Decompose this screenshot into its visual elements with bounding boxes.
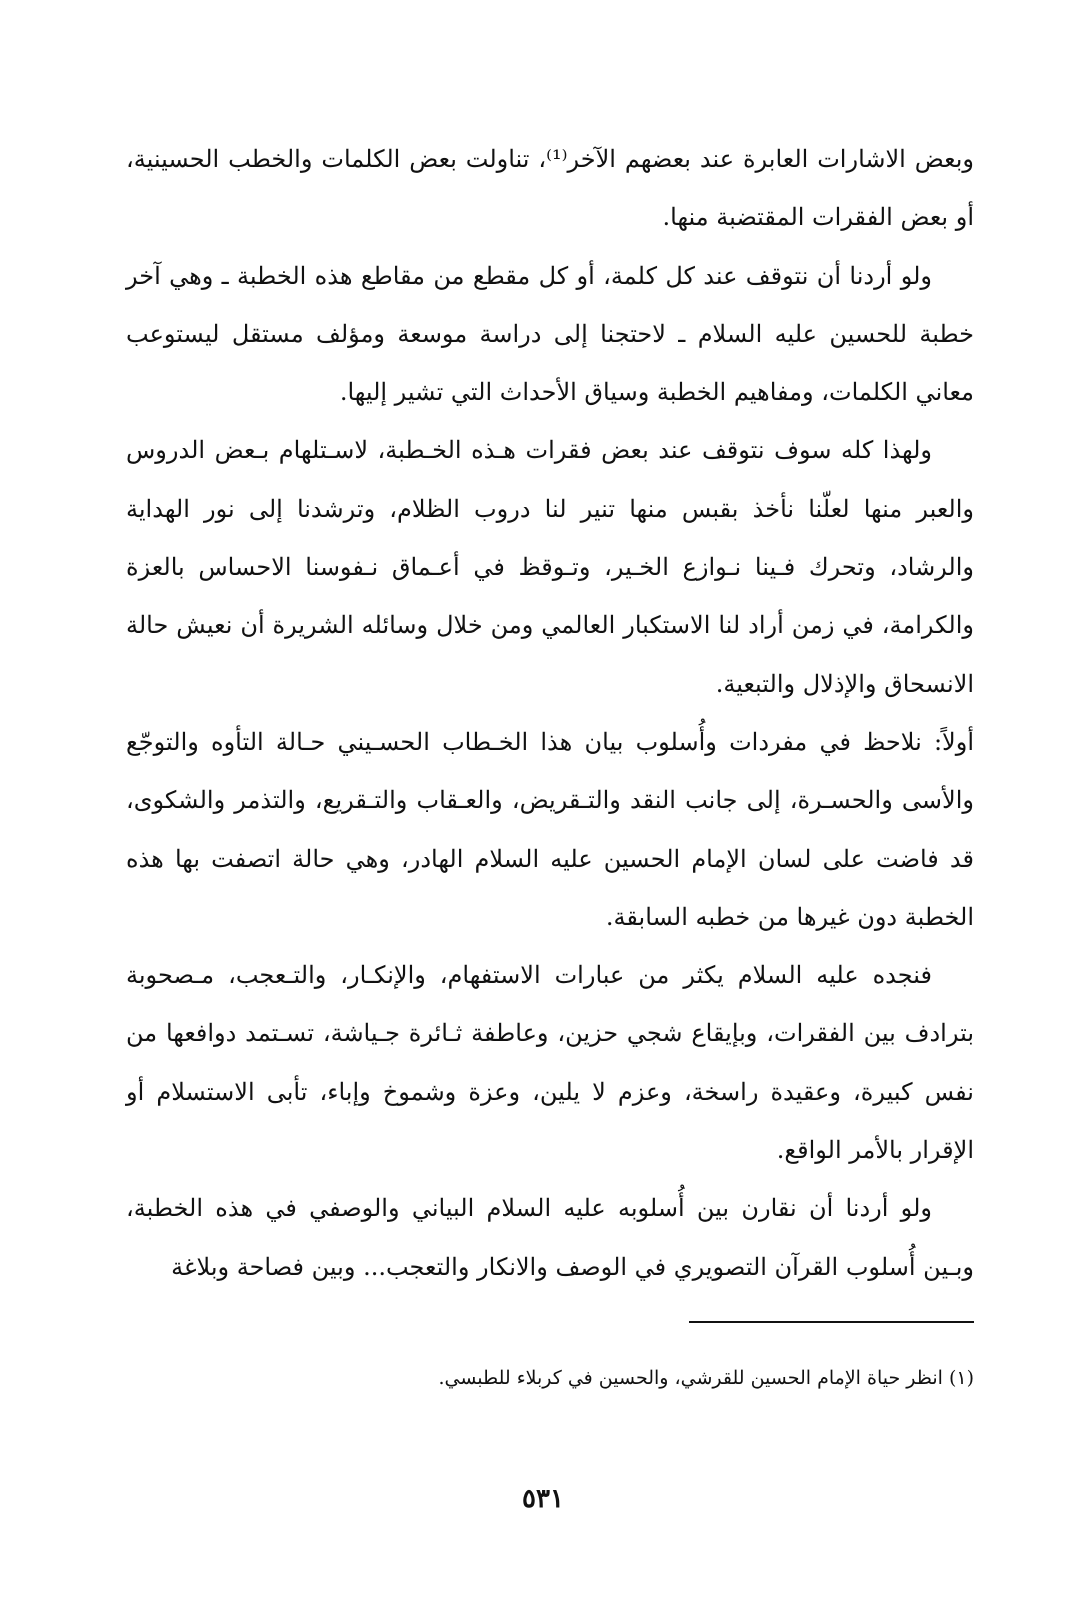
paragraph-3: ولهذا كله سوف نتوقف عند بعض فقرات هـذه الخـطبة، لاسـتلهام بـعض الدروس والعبر منها لعلّنا نأخذ بقبس منها تنير لنا دروب الظلام، وترشدنا إلى نور الهداية والرشاد، وتحرك فـينا نـوازع الخـير، وتـوقظ في أعـماق نـفوسنا الاحساس بالعزة والكرامة، في زمن أراد لنا الاستكبار العالمي ومن خلال وسائله الشريرة أن نعيش حالة الانسحاق والإذلال والتبعية.	[126, 436, 974, 698]
paragraph-6: ولو أردنا أن نقارن بين أُسلوبه عليه السلام البياني والوصفي في هذه الخطبة، وبـين أُسلوب القرآن التصويري في الوصف والانكار والتعجب... وبين فصاحة وبلاغة	[126, 1194, 974, 1281]
paragraph-5: فنجده عليه السلام يكثر من عبارات الاستفهام، والإنكـار، والتـعجب، مـصحوبة بترادف بين الفقرات، وبإيقاع شجي حزين، وعاطفة ثـائرة جـياشة، تسـتمد دوافعها من نفس كبيرة، وعقيدة راسخة، وعزم لا يلين، وعزة وشموخ وإباء، تأبى الاستسلام أو الإقرار بالأمر الواقع.	[126, 961, 974, 1165]
main-text	[126, 130, 974, 1296]
paragraph-2: ولو أردنا أن نتوقف عند كل كلمة، أو كل مقطع من مقاطع هذه الخطبة ـ وهي آخر خطبة للحسين عليه السلام ـ لاحتجنا إلى دراسة موسعة ومؤلف مستقل ليستوعب معاني الكلمات، ومفاهيم الخطبة وسياق الأحداث التي تشير إليها.	[126, 261, 974, 407]
footnote-divider	[689, 1321, 974, 1323]
footnote: (١) انظر حياة الإمام الحسين للقرشي، والحسين في كربلاء للطبسي.	[438, 1367, 974, 1389]
paragraph-1: وبعض الاشارات العابرة عند بعضهم الآخر⁽¹⁾، تناولت بعض الكلمات والخطب الحسينية، أو بعض الفقرات المقتضبة منها.	[126, 145, 974, 232]
page-number: ٥٣١	[522, 1484, 564, 1514]
paragraph-4: أولاً: نلاحظ في مفردات وأُسلوب بيان هذا الخـطاب الحسـيني حـالة التأوه والتوجّع والأسى والحسـرة، إلى جانب النقد والتـقريض، والعـقاب والتـقريع، والتذمر والشكوى، قد فاضت على لسان الإمام الحسين عليه السلام الهادر، وهي حالة اتصفت بها هذه الخطبة دون غيرها من خطبه السابقة.	[126, 727, 974, 931]
